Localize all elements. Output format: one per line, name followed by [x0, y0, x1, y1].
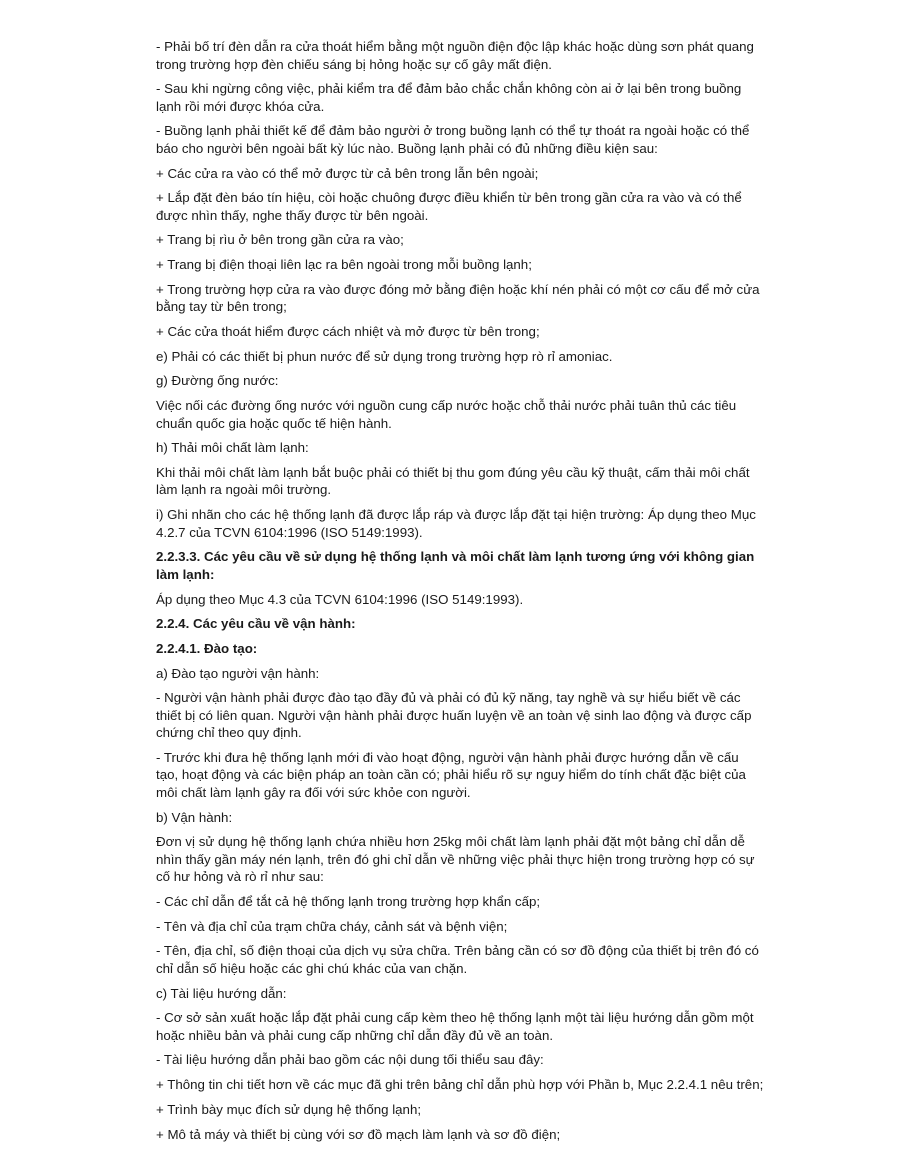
- paragraph: - Người vận hành phải được đào tạo đầy đủ và phải có đủ kỹ năng, tay nghề và sự hiểu biết về các thiết bị có liên quan. Người vận hành phải được huấn luyện về an toàn vệ sinh lao động và được cấp chứng chỉ theo quy định.: [156, 690, 752, 741]
- paragraph: Áp dụng theo Mục 4.3 của TCVN 6104:1996 (ISO 5149:1993).: [156, 591, 524, 607]
- paragraph: g) Đường ống nước:: [156, 373, 279, 389]
- paragraph: + Các cửa ra vào có thể mở được từ cả bên trong lẫn bên ngoài;: [156, 165, 539, 181]
- paragraph: - Trước khi đưa hệ thống lạnh mới đi vào hoạt động, người vận hành phải được hướng dẫn về cấu tạo, hoạt động và các biện pháp an toàn cần có; phải hiểu rõ sự nguy hiểm do tính chất đặc biệt của môi chất làm lạnh gây ra đối với sức khỏe con người.: [156, 749, 746, 800]
- paragraph: h) Thải môi chất làm lạnh:: [156, 440, 309, 456]
- paragraph: + Lắp đặt đèn báo tín hiệu, còi hoặc chuông được điều khiển từ bên trong gần cửa ra vào và có thể được nhìn thấy, nghe thấy được từ bên ngoài.: [156, 190, 742, 223]
- paragraph: + Trang bị rìu ở bên trong gần cửa ra vào;: [156, 232, 404, 248]
- paragraph: - Cơ sở sản xuất hoặc lắp đặt phải cung cấp kèm theo hệ thống lạnh một tài liệu hướng dẫn gồm một hoặc nhiều bản và phải cung cấp những chỉ dẫn đầy đủ về an toàn.: [156, 1010, 754, 1043]
- paragraph: b) Vận hành:: [156, 809, 233, 825]
- paragraph: - Buồng lạnh phải thiết kế để đảm bảo người ở trong buồng lạnh có thể tự thoát ra ngoài hoặc có thể báo cho người bên ngoài bất kỳ lúc nào. Buồng lạnh phải có đủ những điều kiện sau:: [156, 123, 750, 156]
- paragraph: - Tên và địa chỉ của trạm chữa cháy, cảnh sát và bệnh viện;: [156, 918, 508, 934]
- paragraph: - Tài liệu hướng dẫn phải bao gồm các nội dung tối thiểu sau đây:: [156, 1052, 544, 1068]
- paragraph: + Trình bày mục đích sử dụng hệ thống lạnh;: [156, 1101, 422, 1117]
- paragraph: - Phải bố trí đèn dẫn ra cửa thoát hiểm bằng một nguồn điện độc lập khác hoặc dùng sơn phát quang trong trường hợp đèn chiếu sáng bị hỏng hoặc sự cố gây mất điện.: [156, 39, 754, 72]
- paragraph: + Trang bị điện thoại liên lạc ra bên ngoài trong mỗi buồng lạnh;: [156, 257, 532, 273]
- paragraph: Đơn vị sử dụng hệ thống lạnh chứa nhiều hơn 25kg môi chất làm lạnh phải đặt một bảng chỉ dẫn dễ nhìn thấy gần máy nén lạnh, trên đó ghi chỉ dẫn về những việc phải thực hiện trong trường hợp có sự cố hư hỏng và rò rỉ như sau:: [156, 834, 755, 885]
- paragraph: c) Tài liệu hướng dẫn:: [156, 985, 287, 1001]
- paragraph: - Tên, địa chỉ, số điện thoại của dịch vụ sửa chữa. Trên bảng cần có sơ đồ động của thiết bị trên đó có chỉ dẫn số hiệu hoặc các ghi chú khác của van chặn.: [156, 943, 759, 976]
- paragraph: + Trong trường hợp cửa ra vào được đóng mở bằng điện hoặc khí nén phải có một cơ cấu để mở cửa bằng tay từ bên trong;: [156, 281, 760, 315]
- paragraph: Việc nối các đường ống nước với nguồn cung cấp nước hoặc chỗ thải nước phải tuân thủ các tiêu chuẩn quốc gia hoặc quốc tế hiện hành.: [156, 398, 737, 431]
- section-heading: 2.2.4. Các yêu cầu về vận hành:: [156, 616, 356, 632]
- paragraph: e) Phải có các thiết bị phun nước để sử dụng trong trường hợp rò rỉ amoniac.: [156, 348, 613, 364]
- paragraph: + Thông tin chi tiết hơn về các mục đã ghi trên bảng chỉ dẫn phù hợp với Phần b, Mục 2.2.4.1 nêu trên;: [156, 1077, 764, 1093]
- document-body: [156, 38, 764, 1150]
- paragraph: + Các cửa thoát hiểm được cách nhiệt và mở được từ bên trong;: [156, 324, 540, 339]
- paragraph: - Các chỉ dẫn để tắt cả hệ thống lạnh trong trường hợp khẩn cấp;: [156, 894, 541, 909]
- paragraph: - Sau khi ngừng công việc, phải kiểm tra để đảm bảo chắc chắn không còn ai ở lại bên trong buồng lạnh rồi mới được khóa cửa.: [156, 81, 742, 114]
- section-heading: 2.2.3.3. Các yêu cầu về sử dụng hệ thống lạnh và môi chất làm lạnh tương ứng với không gian làm lạnh:: [156, 549, 755, 582]
- paragraph: i) Ghi nhãn cho các hệ thống lạnh đã được lắp ráp và được lắp đặt tại hiện trường: Áp dụng theo Mục 4.2.7 của TCVN 6104:1996 (ISO 5149:1993).: [156, 507, 756, 540]
- paragraph: + Mô tả máy và thiết bị cùng với sơ đồ mạch làm lạnh và sơ đồ điện;: [156, 1126, 561, 1142]
- paragraph: a) Đào tạo người vận hành:: [156, 665, 320, 681]
- section-heading: 2.2.4.1. Đào tạo:: [156, 640, 258, 656]
- paragraph: Khi thải môi chất làm lạnh bắt buộc phải có thiết bị thu gom đúng yêu cầu kỹ thuật, cấm thải môi chất làm lạnh ra ngoài môi trường.: [156, 464, 750, 498]
